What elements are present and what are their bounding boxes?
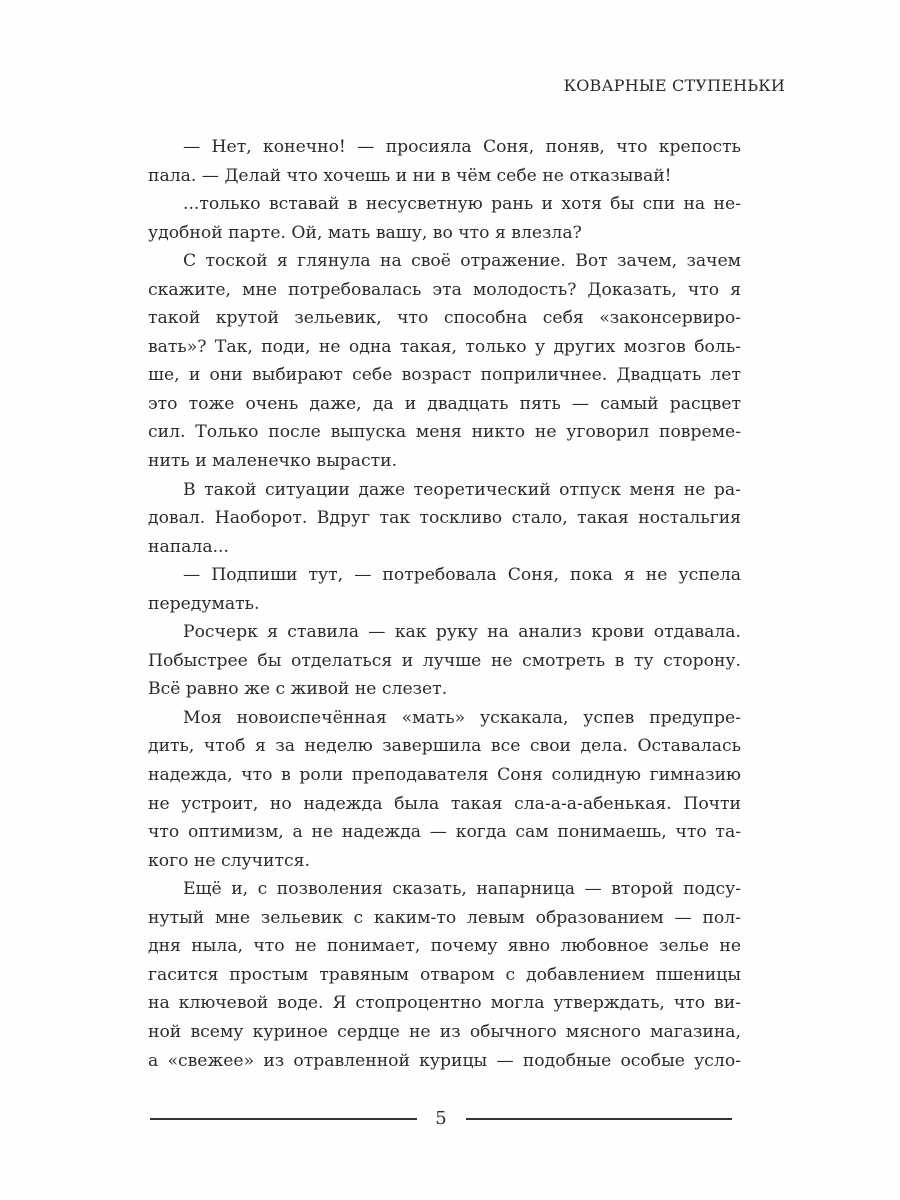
body-text — [148, 133, 741, 1075]
running-head: КОВАРНЫЕ СТУПЕНЬКИ — [563, 76, 785, 95]
text-line: скажите, мне потребовалась эта молодость? Доказать, что я — [148, 279, 741, 300]
text-line: гасится простым травяным отваром с добавлением пшеницы — [148, 964, 741, 985]
page-number: 5 — [435, 1108, 447, 1129]
text-line: напала... — [148, 536, 229, 557]
text-line: ше, и они выбирают себе возраст поприличнее. Двадцать лет — [148, 365, 741, 386]
text-line: надежда, что в роли преподавателя Соня солидную гимназию — [148, 765, 741, 786]
text-line: удобной парте. Ой, мать вашу, во что я влезла? — [148, 222, 582, 243]
text-line: нутый мне зельевик с каким-то левым образованием — пол- — [148, 907, 741, 928]
text-line: С тоской я глянула на своё отражение. Вот зачем, зачем — [183, 251, 741, 272]
text-line: Росчерк я ставила — как руку на анализ крови отдавала. — [183, 622, 741, 643]
text-line: ной всему куриное сердце не из обычного мясного магазина, — [148, 1021, 741, 1042]
text-line: В такой ситуации даже теоретический отпуск меня не ра- — [183, 479, 741, 500]
text-line: передумать. — [148, 593, 260, 614]
text-line: Ещё и, с позволения сказать, напарница — второй подсу- — [183, 879, 741, 900]
text-line: пала. — Делай что хочешь и ни в чём себе не отказывай! — [148, 165, 672, 186]
text-line: ...только вставай в несусветную рань и хотя бы спи на не- — [183, 194, 741, 215]
text-line: дить, чтоб я за неделю завершила все свои дела. Оставалась — [148, 736, 741, 757]
text-line: Моя новоиспечённая «мать» ускакала, успев предупре- — [183, 707, 741, 728]
text-line: кого не случится. — [148, 850, 310, 871]
text-line: вать»? Так, поди, не одна такая, только у других мозгов боль- — [148, 336, 741, 357]
text-line: это тоже очень даже, да и двадцать пять — самый расцвет — [148, 393, 741, 414]
text-line: на ключевой воде. Я стопроцентно могла утверждать, что ви- — [148, 993, 741, 1014]
text-line: — Подпиши тут, — потребовала Соня, пока я не успела — [183, 565, 741, 586]
text-line: что оптимизм, а не надежда — когда сам понимаешь, что та- — [148, 822, 741, 843]
text-line: такой крутой зельевик, что способна себя «законсервиро- — [148, 308, 741, 329]
text-line: а «свежее» из отравленной курицы — подобные особые усло- — [148, 1050, 741, 1071]
text-line: — Нет, конечно! — просияла Соня, поняв, что крепость — [183, 137, 741, 157]
text-line: дня ныла, что не понимает, почему явно любовное зелье не — [148, 936, 741, 957]
text-line: Всё равно же с живой не слезет. — [148, 679, 448, 700]
footer-rule-right — [466, 1118, 732, 1120]
text-line: нить и маленечко вырасти. — [148, 451, 398, 472]
text-line: Побыстрее бы отделаться и лучше не смотреть в ту сторону. — [148, 650, 741, 671]
text-line: довал. Наоборот. Вдруг так тоскливо стало, такая ностальгия — [148, 508, 741, 529]
page-footer — [150, 1107, 732, 1131]
text-line: сил. Только после выпуска меня никто не уговорил повреме- — [148, 422, 741, 443]
text-line: не устроит, но надежда была такая сла-а-а-абенькая. Почти — [148, 793, 741, 814]
